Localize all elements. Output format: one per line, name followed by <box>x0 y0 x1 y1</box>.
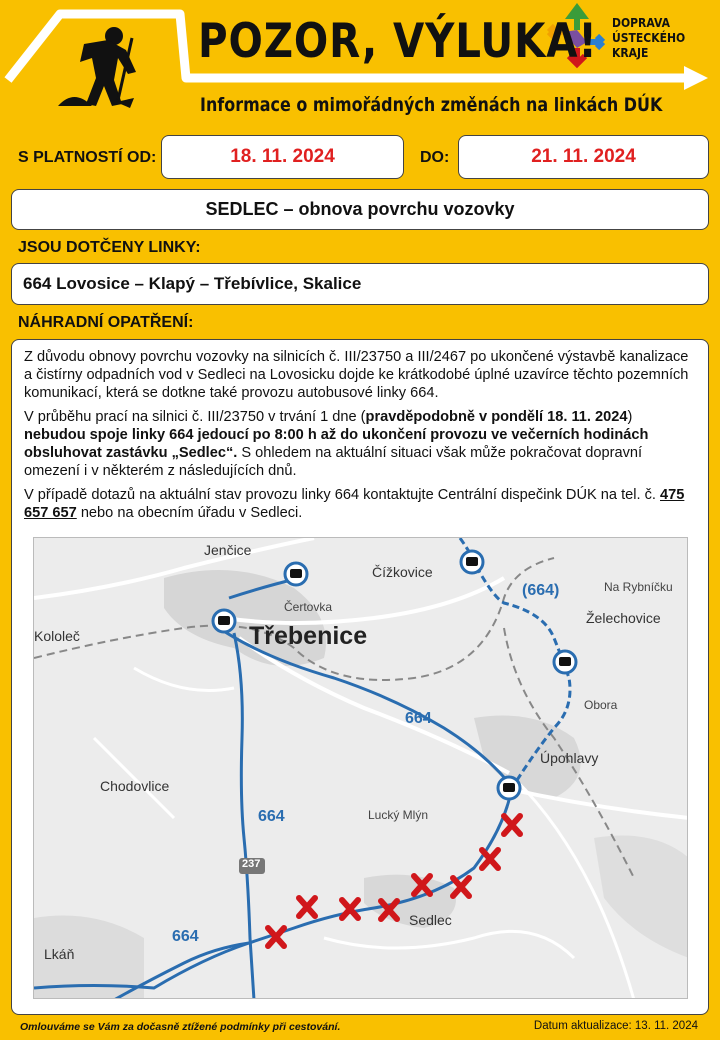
closure-icon <box>453 878 469 896</box>
place-cizkovice: Čížkovice <box>372 564 433 580</box>
validity-to-date: 21. 11. 2024 <box>458 135 709 179</box>
place-zelechovice: Želechovice <box>586 610 661 626</box>
measures-label: NÁHRADNÍ OPATŘENÍ: <box>18 314 194 331</box>
dispatch-phone[interactable]: 475 657 657 <box>24 487 685 521</box>
validity-from-label: S PLATNOSTÍ OD: <box>18 149 157 166</box>
bus-stop-icon <box>461 551 483 573</box>
footer-apology: Omlouváme se Vám za dočasně ztížené podmínky při cestování. <box>20 1021 341 1033</box>
place-upohlavy: Úpohlavy <box>540 750 599 766</box>
closure-icon <box>482 850 498 868</box>
route-label-664: 664 <box>172 928 199 945</box>
place-lkan: Lkáň <box>44 946 75 962</box>
footer-updated: Datum aktualizace: 13. 11. 2024 <box>533 1020 698 1032</box>
bus-stop-icon <box>498 777 520 799</box>
place-trebenice: Třebenice <box>249 622 368 650</box>
closure-icon <box>504 816 520 834</box>
bus-stop-icon <box>213 610 235 632</box>
validity-to-label: DO: <box>420 149 450 166</box>
measures-paragraph-2: V průběhu prací na silnici č. III/23750 v trvání 1 dne (pravděpodobně v pondělí 18. 11. 2024) nebudou spoje linky 664 jedoucí po 8:00 h až do ukončení provozu ve večerních hodinách obsluhovat zastávku „Sedlec“. S ohledem na aktuální situaci však může pokračovat dopravní omezení i v některém z následujících dnů. <box>24 409 649 479</box>
place-jencice: Jenčice <box>204 542 252 558</box>
brand-name: DOPRAVA ÚSTECKÉHO KRAJE <box>612 16 686 60</box>
bus-stop-icon <box>285 563 307 585</box>
closure-icon <box>299 898 315 916</box>
lines-label: JSOU DOTČENY LINKY: <box>18 239 201 256</box>
page-title: POZOR, VÝLUKA! <box>198 14 598 69</box>
affected-lines: 664 Lovosice – Klapý – Třebívlice, Skalice <box>11 263 709 305</box>
worker-icon <box>58 27 136 108</box>
place-kololec: Kololeč <box>34 628 80 644</box>
place-sedlec: Sedlec <box>409 912 452 928</box>
closure-icon <box>342 900 358 918</box>
closure-banner: SEDLEC – obnova povrchu vozovky <box>11 189 709 230</box>
road-number: 237 <box>242 858 261 870</box>
validity-from-date: 18. 11. 2024 <box>161 135 404 179</box>
place-certovka: Čertovka <box>284 600 333 614</box>
bus-stop-icon <box>554 651 576 673</box>
map-graphics <box>34 538 688 999</box>
route-label-664: 664 <box>405 710 432 727</box>
route-map <box>33 537 688 999</box>
place-obora: Obora <box>584 698 618 712</box>
place-lucky-mlyn: Lucký Mlýn <box>368 808 429 822</box>
route-label-664: 664 <box>258 808 285 825</box>
page-subtitle: Informace o mimořádných změnách na linkách DÚK <box>200 94 663 116</box>
place-na-rybnicku: Na Rybníčku <box>604 580 673 594</box>
detour-label: (664) <box>522 582 560 599</box>
place-chodovlice: Chodovlice <box>100 778 170 794</box>
header <box>0 0 720 140</box>
measures-paragraph-1: Z důvodu obnovy povrchu vozovky na silnicích č. III/23750 a III/2467 po ukončené výstavbě kanalizace a čistírny odpadních vod v Sedleci na Lovosicku dojde ke krátkodobé úplné uzavírce těchto pozemních komunikací, která se dotkne také provozu autobusové linky 664. <box>24 349 689 401</box>
measures-paragraph-3: V případě dotazů na aktuální stav provozu linky 664 kontaktujte Centrální dispečink DÚK na tel. č. 475 657 657 nebo na obecním úřadu v Sedleci. <box>24 487 685 521</box>
